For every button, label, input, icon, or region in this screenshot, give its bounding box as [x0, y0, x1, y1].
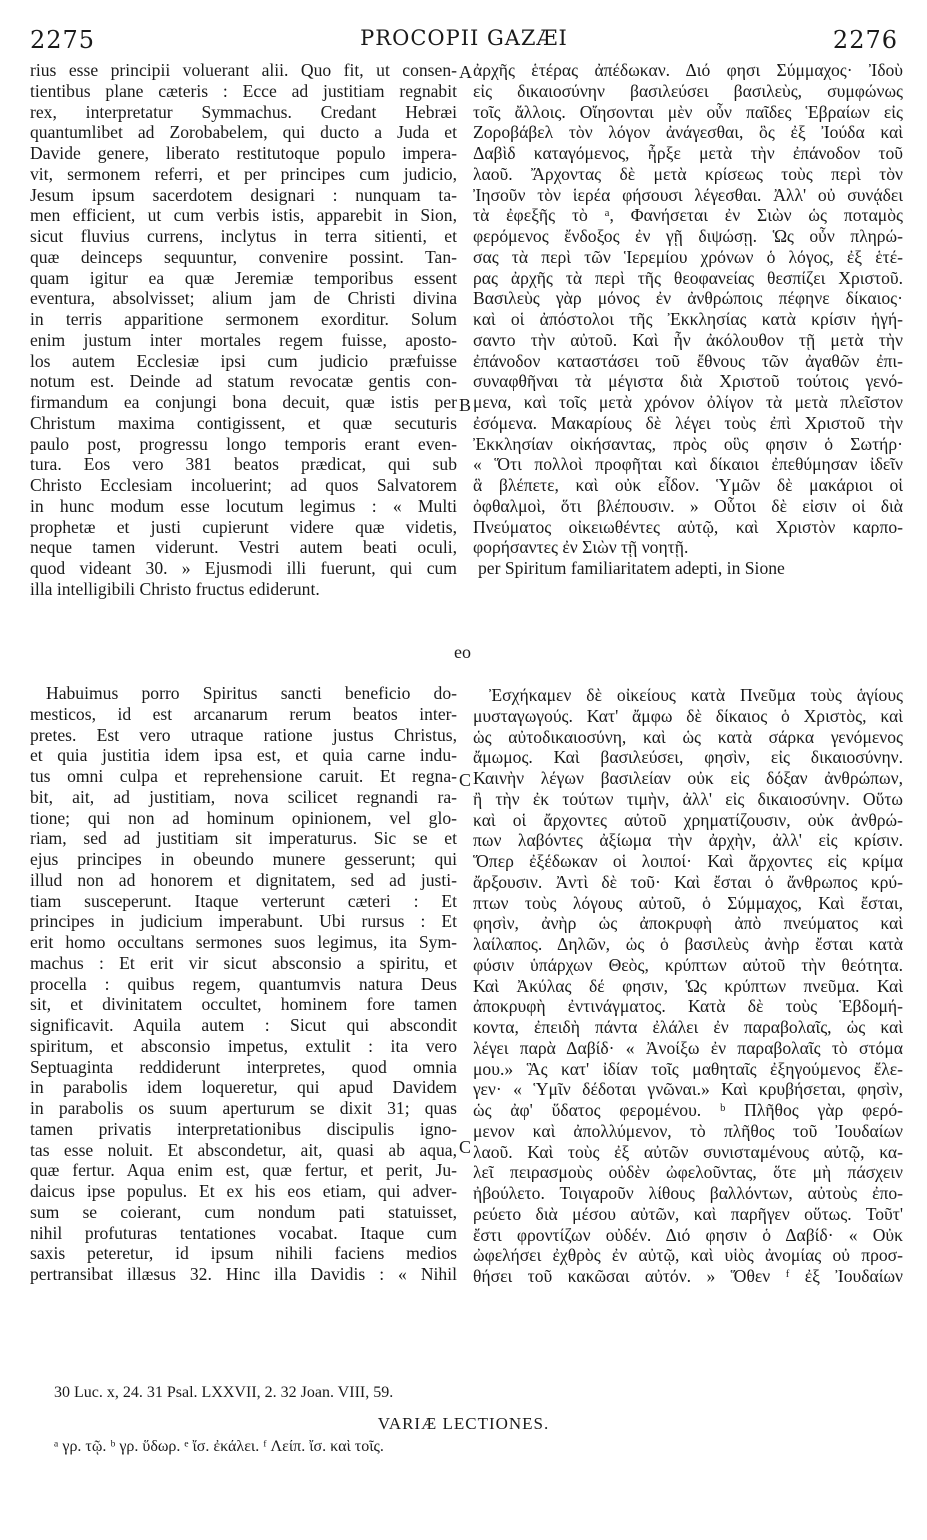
text-line: σας τὰ περὶ τῶν Ἱερεμίου χρόνων ὁ λόγος, ἐξ ἑτέ-	[473, 246, 903, 267]
text-line: Ζοροβάβελ τὸν λόγον ἀνάγεσθαι, ὃς ἐξ Ἰούδα καὶ	[473, 122, 903, 143]
text-line: sum se coierant, cum nondum pati statuisset,	[30, 1201, 457, 1222]
text-line: ἢ τὴν ἐκ τούτων τιμὴν, ἀλλ' εἰς δικαιοσύνην. Οὕτω	[473, 788, 903, 809]
text-line: illa intelligibili Christo fructus ediderunt.	[30, 578, 320, 599]
text-line: riam, sed ad justitiam sit imperaturus. Sic se et	[30, 828, 457, 849]
text-line: Ὅπερ ἐξέδωκαν οἱ λοιποί· Καὶ ἄρχοντες εἰς κρίμα	[473, 851, 903, 871]
page-number-left: 2275	[30, 26, 96, 54]
text-line: quæ fertur. Aqua enim est, quæ fertur, et perit, Ju-	[30, 1160, 457, 1181]
text-line: in terris apparitione sermonem exorditur. Solum	[30, 309, 457, 329]
text-line: φύσιν ὑπάρχων Θεὸς, κρύπτων αὐτοῦ τὴν θεότητα.	[473, 954, 903, 975]
text-line: in parabolis os suum aperturum se dixit 31; quas	[30, 1098, 457, 1118]
text-line: rius esse principii voluerant alii. Quo fit, ut consen-	[30, 60, 457, 80]
text-line: Habuimus porro Spiritus sancti beneficio do-	[46, 683, 457, 703]
text-line: ἠβούλετο. Τοιγαροῦν λίθους βαλλόντων, αὐτοὺς ἐπο-	[473, 1183, 903, 1203]
greek-column-bottom	[473, 685, 903, 1287]
text-line: pretes. Est vero utraque ratione justus Christus,	[30, 724, 457, 745]
text-line: ἀρχῆς ἑτέρας ἀπέδωκαν. Διό φησι Σύμμαχος· Ἰδοὺ	[473, 60, 903, 80]
text-line: Jesum ipsum sacerdotem designari : nunquam ta-	[30, 184, 457, 205]
text-line: spiritum, et absconsio impetus, extulit : ita vero	[30, 1035, 457, 1056]
text-line: mesticos, id est arcanarum rerum beatos inter-	[30, 703, 457, 724]
text-line: pertransibat illæsus 32. Hinc illa Davidis : « Nihil	[30, 1264, 457, 1284]
text-line: ἔστι φροντίζων οὐδέν. Διό φησιν ὁ Δαβίδ· « Οὐκ	[473, 1224, 903, 1245]
text-line: tus omni culpa et reprehensione caruit. Et regna-	[30, 766, 457, 786]
text-line: λαοῦ. Καὶ τοὺς ἐξ αὐτῶν συνισταμένους αὐτῷ, κα-	[473, 1141, 903, 1162]
text-line: Ἐκκλησίαν οἰκήσαντας, πρὸς οὓς φησιν ὁ Σωτήρ·	[473, 433, 903, 454]
text-line: tura. Eos vero 381 beatos prædicat, qui sub	[30, 454, 457, 475]
text-line: quantumlibet ad Zorobabelem, qui ducto a Juda et	[30, 122, 457, 143]
text-line: daicus ipse populus. Et ex his eos etiam, qui adver-	[30, 1181, 457, 1201]
text-line: ὠφελήσει ἐχθρὸς ἐν αὐτῷ, καὶ υἱὸς ἀνομίας οὐ προσ-	[473, 1245, 903, 1266]
text-line: erit homo occultans sermones suos legimus, ita Sym-	[30, 932, 457, 952]
text-line: θήσει τοῦ κακῶσαι αὐτόν. » Ὅθεν ᶠ ἐξ Ἰουδαίων	[473, 1266, 903, 1286]
text-line: saxis peteretur, id ipsum nihili faciens medios	[30, 1243, 457, 1264]
text-line: καὶ οἱ ἀπόστολοι τῆς Ἐκκλησίας κατὰ κρίσιν ἡγή-	[473, 309, 903, 329]
latin-column-bottom	[30, 683, 457, 1285]
text-line: neque tamen viderunt. Vestri autem beati oculi,	[30, 537, 457, 558]
text-line: notum est. Deinde ad statum revocatæ gentis con-	[30, 371, 457, 392]
text-line: prophetæ et justi cupierunt videre quæ videtis,	[30, 516, 457, 537]
text-line: Καινὴν λέγων βασιλείαν οὐκ εἰς δόξαν ἀνθρώπων,	[473, 768, 903, 788]
text-line: Christum maxima contigissent, et quæ secuturis	[30, 412, 457, 433]
text-line: Ἐσχήκαμεν δὲ οἰκείους κατὰ Πνεῦμα τοὺς ἁγίους	[489, 685, 903, 705]
text-line: φερόμενος ἔνδοξος ἐν γῇ διψώσῃ. Ὡς οὖν πληρώ-	[473, 226, 903, 246]
text-line: εἰς δικαιοσύνην βασιλεύσει βασιλεὺς, συμφώνως	[473, 80, 903, 101]
text-line: et quia justitia idem ipsa est, et quia carne indu-	[30, 745, 457, 766]
text-line: τὰ ἐφεξῆς τὸ ᵃ, Φανήσεται ἐν Σιὼν ὡς ποταμὸς	[473, 205, 903, 226]
text-line: Ἰησοῦν τὸν ἱερέα φήσουσι λέγεσθαι. Ἀλλ' οὐ συνᾴδει	[473, 184, 903, 205]
text-line: ejus principes in obeundo munere gesserunt; qui	[30, 849, 457, 869]
latin-column-top	[30, 60, 457, 600]
variae-lectiones-title: VARIÆ LECTIONES.	[377, 1414, 550, 1433]
text-line: Davide genere, liberato restitutoque populo impera-	[30, 143, 457, 163]
text-line: eventura, absolvisset; alium jam de Christi divina	[30, 288, 457, 309]
margin-letter-b: B	[459, 395, 472, 415]
text-line: ἄμωμος. Καὶ βασιλεύσει, φησὶν, εἰς δικαιοσύνην.	[473, 747, 903, 768]
text-line: sit, et divinitatem occultet, hominem fore tamen	[30, 994, 457, 1015]
running-title: PROCOPII GAZÆI	[360, 26, 568, 50]
text-line: ἐσόμενα. Μακαρίους δὲ λέγει τοὺς ἐπὶ Χριστοῦ τὴν	[473, 412, 903, 433]
text-line: principes in judicium imperabunt. Ubi rursus : Et	[30, 911, 457, 932]
text-line: φησὶν, ἀνὴρ ὡς ἀποκρυφὴ ἀπὸ πνεύματος καὶ	[473, 913, 903, 934]
text-line: λαίλαπος. Δηλῶν, ὡς ὁ βασιλεὺς ἀνὴρ ἔσται κατὰ	[473, 934, 903, 954]
text-line: in parabolis idem loqueretur, qui apud Davidem	[30, 1077, 457, 1098]
text-line: μενον καὶ ἀπολλύμενον, τὸ πλῆθος τοῦ Ἰουδαίων	[473, 1120, 903, 1141]
text-line: sicut fluvius currens, inclytus in terra sitienti, et	[30, 226, 457, 246]
greek-column-top	[473, 60, 903, 579]
text-line: ὡς ἀφ' ὕδατος φερομένου. ᵇ Πλῆθος γὰρ φερό-	[473, 1100, 903, 1120]
text-line: illud non ad honorem et dignitatem, sed ad justi-	[30, 869, 457, 890]
footnotes: 30 Luc. x, 24. 31 Psal. LXXVII, 2. 32 Joan. VIII, 59.	[54, 1384, 394, 1401]
page-number-right: 2276	[832, 26, 898, 54]
text-line: bit, ait, ad justitiam, nova scilicet regnandi ra-	[30, 786, 457, 807]
text-line: nihil profuturas tentationes vocabat. Itaque cum	[30, 1222, 457, 1243]
text-line: los autem Ecclesiæ ipsi cum judicio præfuisse	[30, 350, 457, 371]
text-line: tiam susceperunt. Itaque verterunt cæteri : Et	[30, 890, 457, 911]
text-line: μου.» Ἃς κατ' ἰδίαν τοῖς μαθηταῖς ἐξηγούμενος ἔλε-	[473, 1058, 903, 1079]
text-line: ἃ βλέπετε, καὶ οὐκ εἶδον. Ὑμῶν δὲ μακάριοι οἱ	[473, 475, 903, 495]
text-line: paulo post, progressu longo temporis erant even-	[30, 433, 457, 454]
text-line: per Spiritum familiaritatem adepti, in Sione	[478, 558, 785, 578]
variae-lectiones-text: ᵃ γρ. τῷ. ᵇ γρ. ὕδωρ. ᵉ ἴσ. ἐκάλει. ᶠ Λείπ. ἴσ. καὶ τοῖς.	[54, 1438, 384, 1455]
text-line: ρας ἀρχῆς τὰ περὶ τῆς θεοφανείας θεσπίζει Χριστοῦ.	[473, 267, 903, 288]
text-line: « Ὅτι πολλοὶ προφῆται καὶ δίκαιοι ἐπεθύμησαν ἰδεῖν	[473, 454, 903, 475]
text-line: vit, sermonem referri, et per principes cum judicio,	[30, 163, 457, 184]
text-line: καὶ οἱ ἄρχοντες αὐτοῦ χρηματίζουσιν, οὐκ ἀνθρώ-	[473, 809, 903, 830]
text-line: Πνεύματος οἰκειωθέντες αὐτῷ, καὶ Χριστὸν καρπο-	[473, 516, 903, 537]
text-line: συναφθῆναι τὰ μέγιστα διὰ Χριστοῦ τούτοις γενό-	[473, 371, 903, 392]
text-line: ἀποκρυφὴ ἐντινάγματος. Κατὰ δὲ τοὺς Ἑβδομή-	[473, 996, 903, 1017]
text-line: significavit. Aquila autem : Sicut qui abscondit	[30, 1015, 457, 1035]
text-line: ὡς αὐτοδικαιοσύνη, καὶ ὡς κατὰ σάρκα γενόμενος	[473, 726, 903, 747]
text-line: tamen privatis interpretationibus discipulis igno-	[30, 1118, 457, 1139]
text-line: λέγει παρὰ Δαβίδ· « Ἀνοίξω ἐν παραβολαῖς τὸ στόμα	[473, 1037, 903, 1058]
page-header	[30, 26, 898, 56]
text-line: quam igitur ea quæ Jeremiæ temporibus essent	[30, 267, 457, 288]
text-line: in hunc modum esse locutum legimus : « Multi	[30, 495, 457, 516]
text-line: λαοῦ. Ἄρχοντας δὲ μετὰ κρίσεως τοὺς περὶ τὸν	[473, 163, 903, 184]
margin-letter-c: C	[459, 1137, 472, 1157]
text-line: ὀφθαλμοὶ, ὅτι βλέπουσιν. » Οὗτοι δὲ εἰσιν οἱ διὰ	[473, 495, 903, 516]
text-line: Καὶ Ἀκύλας δέ φησιν, Ὡς κρύπτων πνεῦμα. Καὶ	[473, 975, 903, 996]
margin-letter-eo: eo	[454, 642, 471, 662]
text-line: quod videant 30. » Ejusmodi illi fuerunt, qui cum	[30, 558, 457, 578]
text-line: Christo Ecclesiam incoluerint; ad quos Salvatorem	[30, 475, 457, 495]
text-line: ἄρξουσιν. Ἀντὶ δὲ τοῦ· Καὶ ἔσται ὁ ἄνθρωπος κρύ-	[473, 871, 903, 892]
text-line: κοντα, ἐπειδὴ πάντα ἐλάλει ἐν παραβολαῖς, ὡς καὶ	[473, 1017, 903, 1037]
text-line: firmandum ea conjungi bona decuit, quæ istis per	[30, 392, 457, 412]
text-line: procella : quibus regem, quantumvis natura Deus	[30, 973, 457, 994]
text-line: tientibus plane cæteris : Ecce ad justitiam regnabit	[30, 80, 457, 101]
text-line: enim justum inter mortales regem fuisse, aposto-	[30, 329, 457, 350]
text-line: rex, interpretatur Symmachus. Credant Hebræi	[30, 101, 457, 122]
margin-letter-a: A	[459, 62, 472, 82]
text-line: μυσταγωγούς. Κατ' ἄμφω δὲ δίκαιος ὁ Χριστὸς, καὶ	[473, 705, 903, 726]
text-line: ἐπάνοδον καταστάσει τοῦ ἔθνους τῶν ἀγαθῶν ἐπι-	[473, 350, 903, 371]
text-line: Δαβὶδ καταγόμενος, ἦρξε μετὰ τὴν ἐπάνοδον τοῦ	[473, 143, 903, 163]
text-line: machus : Et erit vir sicut absconsio a spiritu, et	[30, 952, 457, 973]
text-line: φορήσαντες ἐν Σιὼν τῇ νοητῇ.	[473, 537, 689, 558]
text-line: men efficient, ut cum verbis istis, apparebit in Sion,	[30, 205, 457, 226]
text-line: πτων τοὺς λόγους αὐτοῦ, ὁ Σύμμαχος, Καὶ ἔσται,	[473, 892, 903, 913]
text-line: σαντο τὴν αὐτοῦ. Καὶ ἦν ἀκόλουθον τῇ μετὰ τὴν	[473, 329, 903, 350]
text-line: πων λαβόντες ἀξίωμα τὴν ἀρχὴν, ἀλλ' εἰς κρίσιν.	[473, 830, 903, 851]
text-line: Septuaginta reddiderunt interpretes, quod omnia	[30, 1056, 457, 1077]
text-line: quæ deinceps sequuntur, convenire possint. Tan-	[30, 246, 457, 267]
text-line: μενα, καὶ τοῖς μετὰ χρόνον ὀλίγον τὰ μετὰ πλεῖστον	[473, 392, 903, 412]
text-line: tas esse noluit. Et abscondetur, ait, quasi ab aqua,	[30, 1139, 457, 1160]
text-line: λεῖ πειρασμοὺς οὐδὲν ὠφελοῦντας, ὅτε μὴ πάσχειν	[473, 1162, 903, 1183]
margin-letter-c: C	[459, 770, 472, 790]
text-line: γεν· « Ὑμῖν δέδοται γνῶναι.» Καὶ κρυβήσεται, φησὶν,	[473, 1079, 903, 1100]
text-line: τοῖς ἄλλοις. Οἴησονται μὲν οὖν παῖδες Ἑβραίων εἰς	[473, 101, 903, 122]
text-line: Βασιλεὺς γὰρ μόνος ἐν ἀνθρώποις πέφηνε δίκαιος·	[473, 288, 903, 309]
text-line: ρεύετο διὰ μέσου αὐτῶν, καὶ παρῆγεν οὕτως. Τοῦτ'	[473, 1203, 903, 1224]
text-line: tione; qui non ad hominum opinionem, vel glo-	[30, 807, 457, 828]
